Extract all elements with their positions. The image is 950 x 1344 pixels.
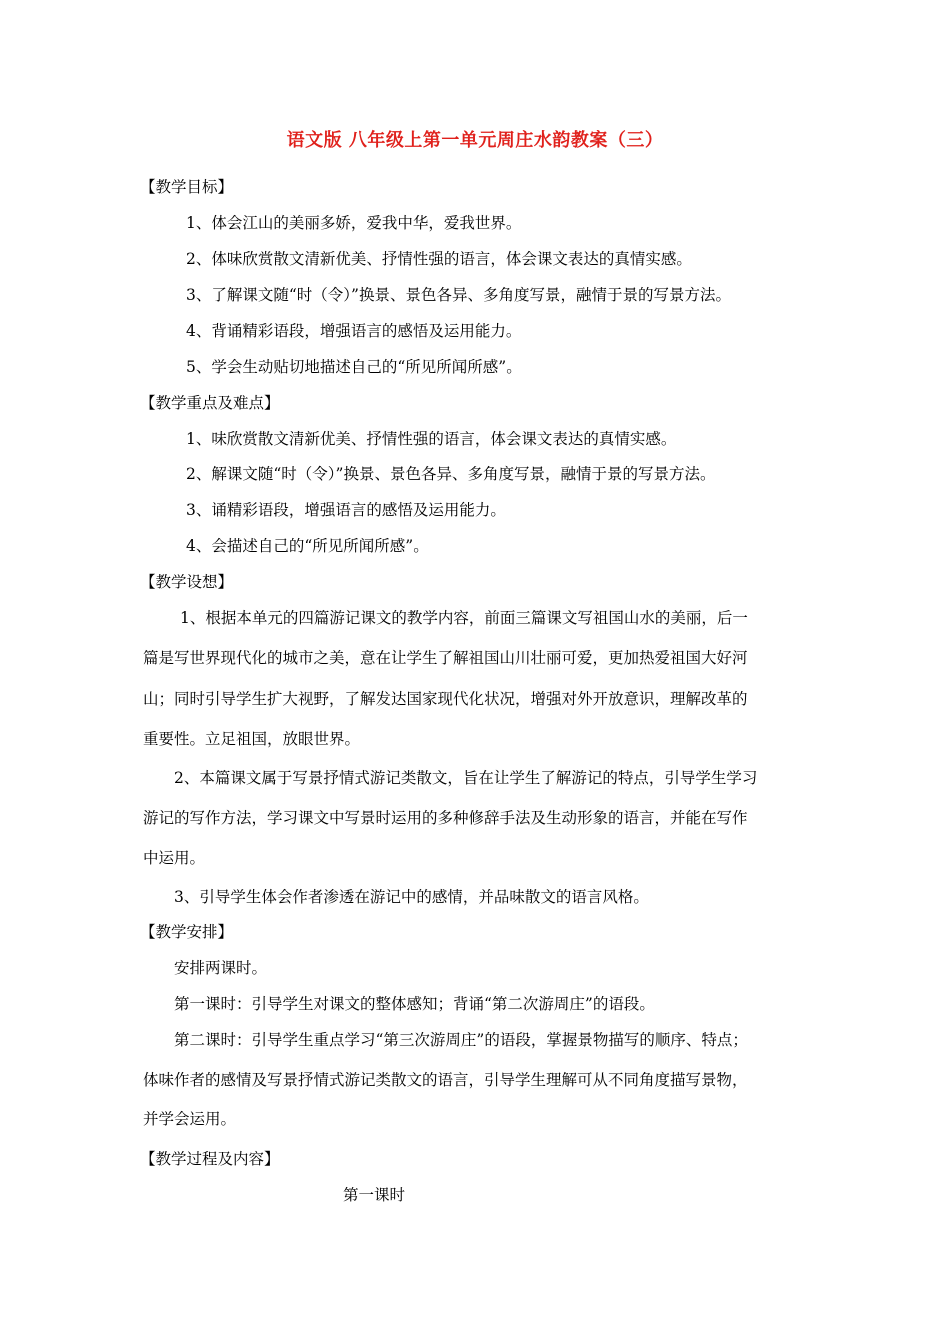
objectives-heading: 【教学目标】 (140, 178, 234, 196)
arrangement-line: 安排两课时。 (174, 959, 268, 977)
objective-item: 2、体味欣赏散文清新优美、抒情性强的语言，体会课文表达的真情实感。 (186, 250, 692, 268)
process-heading: 【教学过程及内容】 (140, 1150, 280, 1168)
design-paragraph-line: 3、引导学生体会作者渗透在游记中的感情，并品味散文的语言风格。 (174, 888, 649, 906)
design-paragraph-line: 重要性。立足祖国，放眼世界。 (143, 730, 361, 748)
design-paragraph-line: 2、本篇课文属于写景抒情式游记类散文，旨在让学生了解游记的特点，引导学生学习 (174, 769, 758, 787)
key-point-item: 4、会描述自己的“所见所闻所感”。 (186, 537, 429, 555)
design-paragraph-line: 篇是写世界现代化的城市之美，意在让学生了解祖国山川壮丽可爱，更加热爱祖国大好河 (143, 649, 748, 667)
key-points-heading: 【教学重点及难点】 (140, 394, 280, 412)
design-paragraph-line: 1、根据本单元的四篇游记课文的教学内容，前面三篇课文写祖国山水的美丽，后一 (180, 609, 748, 627)
objective-item: 1、体会江山的美丽多娇，爱我中华，爱我世界。 (186, 214, 522, 232)
arrangement-line: 第一课时：引导学生对课文的整体感知；背诵“第二次游周庄”的语段。 (174, 995, 655, 1013)
process-subheading: 第一课时 (343, 1186, 406, 1204)
key-point-item: 1、味欣赏散文清新优美、抒情性强的语言，体会课文表达的真情实感。 (186, 430, 677, 448)
design-paragraph-line: 游记的写作方法，学习课文中写景时运用的多种修辞手法及生动形象的语言，并能在写作 (143, 809, 748, 827)
design-heading: 【教学设想】 (140, 573, 234, 591)
document-title: 语文版 八年级上第一单元周庄水韵教案（三） (286, 130, 664, 151)
objective-item: 3、了解课文随“时（令）”换景、景色各异、多角度写景，融情于景的写景方法。 (186, 286, 731, 304)
arrangement-heading: 【教学安排】 (140, 923, 234, 941)
arrangement-line: 体味作者的感情及写景抒情式游记类散文的语言，引导学生理解可从不同角度描写景物， (143, 1071, 748, 1089)
key-point-item: 2、解课文随“时（令）”换景、景色各异、多角度写景，融情于景的写景方法。 (186, 465, 716, 483)
arrangement-line: 并学会运用。 (143, 1110, 237, 1128)
design-paragraph-line: 山；同时引导学生扩大视野，了解发达国家现代化状况，增强对外开放意识，理解改革的 (143, 690, 748, 708)
key-point-item: 3、诵精彩语段，增强语言的感悟及运用能力。 (186, 501, 506, 519)
objective-item: 5、学会生动贴切地描述自己的“所见所闻所感”。 (186, 358, 522, 376)
arrangement-line: 第二课时：引导学生重点学习“第三次游周庄”的语段，掌握景物描写的顺序、特点； (174, 1031, 748, 1049)
design-paragraph-line: 中运用。 (143, 849, 206, 867)
objective-item: 4、背诵精彩语段，增强语言的感悟及运用能力。 (186, 322, 522, 340)
